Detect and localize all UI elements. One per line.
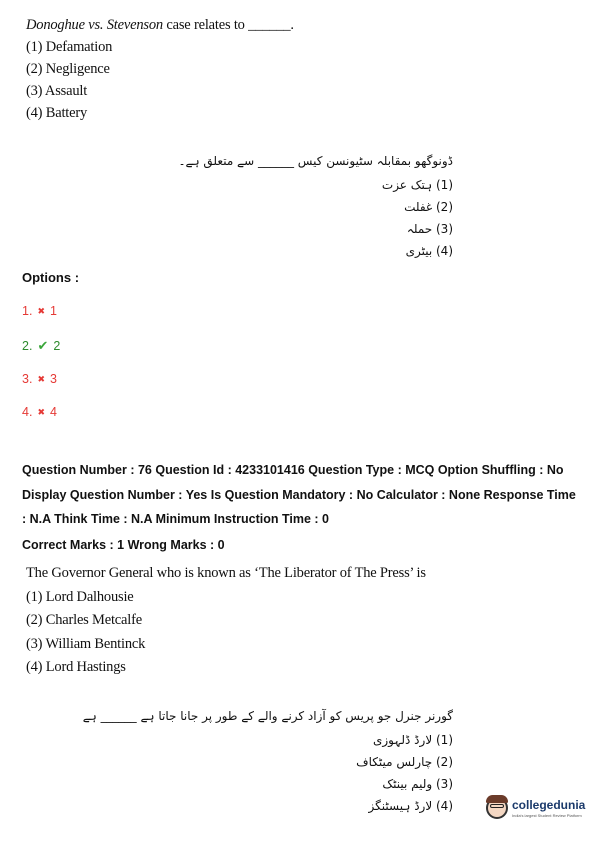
option-number: 4.	[22, 405, 33, 419]
options-title: Options :	[22, 270, 80, 285]
meta-line-2: Display Question Number : Yes Is Question Mandatory : No Calculator : None Response Time	[22, 487, 576, 502]
question-76-english	[26, 562, 426, 680]
case-name: Donoghue vs. Stevenson	[26, 17, 163, 33]
question-75-english	[26, 14, 294, 124]
meta-line-4: Correct Marks : 1 Wrong Marks : 0	[22, 537, 225, 552]
check-icon: ✔	[37, 338, 49, 353]
stem-text: case relates to ______.	[162, 17, 294, 33]
logo-name: collegedunia	[512, 798, 586, 812]
question-metadata	[22, 458, 582, 557]
q75-urdu-option-4: (4) بیٹری	[405, 244, 453, 258]
q76-option-3: (3) William Bentinck	[26, 635, 146, 652]
option-row-1	[22, 304, 57, 318]
option-row-2	[22, 338, 60, 354]
option-number: 3.	[22, 372, 33, 386]
question-76-urdu	[83, 705, 453, 817]
q76-option-2: (2) Charles Metcalfe	[26, 612, 142, 628]
q76-urdu-option-2: (2) چارلس میٹکاف	[356, 755, 453, 769]
q76-urdu-stem: گورنر جنرل جو پریس کو آزاد کرنے والے کے طور پر جانا جاتا ہے ______ ہے	[82, 709, 453, 723]
q75-option-3: (3) Assault	[26, 83, 88, 99]
question-75-urdu	[179, 150, 453, 262]
q75-option-1: (1) Defamation	[26, 39, 113, 55]
logo-tagline: India's largest Student Review Platform	[512, 813, 582, 818]
cross-icon: ✖	[37, 305, 45, 316]
option-value: 3	[49, 372, 57, 386]
collegedunia-logo	[486, 797, 585, 819]
q75-option-2: (2) Negligence	[26, 61, 110, 77]
q75-urdu-stem: ڈونوگھو بمقابلہ سٹیونسن کیس ______ سے متعلق ہے۔	[178, 154, 453, 168]
q76-option-1: (1) Lord Dalhousie	[26, 588, 134, 605]
meta-line-1: Question Number : 76 Question Id : 4233101416 Question Type : MCQ Option Shuffling : No	[22, 463, 564, 477]
option-number: 1.	[22, 304, 33, 318]
q76-urdu-option-1: (1) لارڈ ڈلہوزی	[372, 733, 453, 747]
question-76-stem: The Governor General who is known as ‘The Liberator of The Press’ is	[26, 565, 426, 581]
q75-urdu-option-2: (2) غفلت	[404, 200, 453, 214]
cross-icon: ✖	[37, 373, 45, 384]
question-75-stem	[26, 14, 294, 36]
q75-urdu-option-3: (3) حملہ	[406, 222, 453, 236]
q76-option-4: (4) Lord Hastings	[26, 659, 126, 675]
option-value: 2	[53, 339, 61, 353]
cross-icon: ✖	[37, 406, 45, 417]
q75-urdu-option-1: (1) ہتک عزت	[381, 178, 453, 192]
q75-option-4: (4) Battery	[26, 105, 88, 121]
option-row-4	[22, 405, 57, 419]
option-value: 1	[49, 304, 57, 318]
option-value: 4	[49, 405, 57, 419]
option-row-3	[22, 372, 57, 386]
q76-urdu-option-4: (4) لارڈ ہیسٹنگز	[368, 799, 453, 813]
meta-line-3: : N.A Think Time : N.A Minimum Instruction Time : 0	[22, 512, 329, 526]
q76-urdu-option-3: (3) ولیم بینٹک	[382, 777, 453, 791]
option-number: 2.	[22, 339, 33, 353]
mascot-icon	[486, 797, 508, 819]
